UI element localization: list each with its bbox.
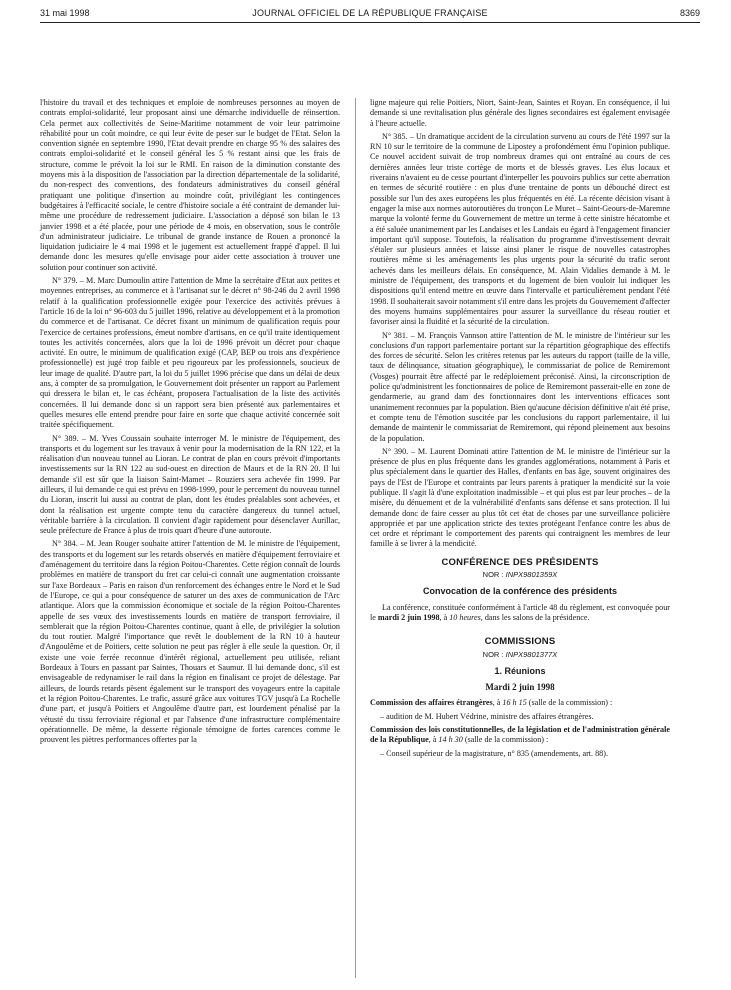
left-column (40, 98, 340, 748)
question-381: N° 381. – M. François Vannson attire l'attention de M. le ministre de l'intérieur sur les conclusions d'un rapport parlementaire portant sur la répartition géographique des effectifs des forces de sécurité. Selon les critères retenus par les auteurs du rapport (taille de la ville, taux de délinquance, situation géographique), le commissariat de police de Remiremont (Vosges) pourrait être affecté par le redéploiement préconisé. Ainsi, la circonscription de police qu'administrent les fonctionnaires de police de Remiremont passerait-elle en zone de gendarmerie, au grand dam des fonctionnaires dont les interventions efficaces sont unanimement reconnues par la population. Bien qu'aucune décision définitive n'ait été prise, et compte tenu de l'émotion suscitée par les conclusions du rapport parlementaire, il lui demande de maintenir le commissariat de Remiremont, qui répond pleinement aux besoins de la population. (370, 330, 670, 443)
page-header (40, 8, 700, 26)
section-conference (370, 558, 670, 568)
agenda-item: – audition de M. Hubert Védrine, ministre des affaires étrangères. (380, 711, 594, 721)
column-divider (355, 98, 356, 978)
question-390: N° 390. – M. Laurent Dominati attire l'attention de M. le ministre de l'intérieur sur la présence de plus en plus fréquente dans les grandes agglomérations, notamment à Paris et plus spécialement dans le quartier des Halles, d'enfants en bas âge, souvent originaires des pays de l'Est de l'Europe et contraints par leurs parents à pratiquer la mendicité sur la voie publique. Il s'agit là d'une exploitation inadmissible – et qui plus est par leur proches – de la misère, du dénuement et de la vulnérabilité d'enfants sans défense et sans protection. Il lui demande donc de faire cesser au plus tôt cet état de choses par une surveillance policière appropriée et par une application stricte des textes protégeant l'enfance contre les abus de cet ordre et réprimant le comportement des parents qui contraignent les membres de leur famille à se livrer à la mendicité. (370, 446, 670, 549)
nor-reference: NOR : INPX9801359X (482, 570, 558, 580)
right-column (370, 98, 670, 762)
meeting-day: Mardi 2 juin 1998 (485, 682, 555, 693)
commission-entry: Commission des lois constitutionnelles, de la législation et de l'administration générale de la République, à 14 h 30 (salle de la commission) : (370, 725, 670, 745)
section-subtitle: 1. Réunions (494, 665, 546, 676)
section-title: CONFÉRENCE DES PRÉSIDENTS (441, 556, 599, 568)
question-389: N° 389. – M. Yves Coussain souhaite interroger M. le ministre de l'équipement, des transports et du logement sur les travaux à venir pour la modernisation de la RN 122, et la réalisation d'un nouveau tunnel au Lioran. Le contrat de plan en cours prévoit d'importants investissements sur la RN 122 au sud-ouest en direction de Maurs et de la RN 20. Il lui demande s'il est sûr que la liaison Saint-Mamet – Rouziers sera achevée fin 1999. Par ailleurs, il lui demande ce qui est prévu en 1998-1999, pour le percement du nouveau tunnel du Lioran, inscrit lui aussi au contrat de plan, dont les études préalables sont achevées, et dont la réalisation est urgente compte tenu du caractère dangereux du tunnel actuel, véritable barrière à la circulation. Il convient d'agir rapidement pour désenclaver Aurillac, seule préfecture de France à plus de trois quart d'heure d'une autoroute. (40, 433, 340, 536)
header-date: 31 mai 1998 (40, 8, 90, 18)
nor-reference: NOR : INPX9801377X (482, 649, 558, 659)
journal-title: JOURNAL OFFICIEL DE LA RÉPUBLIQUE FRANÇAISE (252, 8, 488, 18)
section-subtitle: Convocation de la conférence des présidents (422, 586, 618, 597)
page-number: 8369 (679, 8, 700, 18)
section-title: COMMISSIONS (484, 636, 556, 648)
commission-entry: Commission des affaires étrangères, à 16 h 15 (salle de la commission) : (370, 698, 613, 708)
agenda-item: – Conseil supérieur de la magistrature, n° 835 (amendements, art. 88). (380, 748, 608, 758)
question-384-continuation: ligne majeure qui relie Poitiers, Niort, Saint-Jean, Saintes et Royan. En conséquence, il lui demande si une revitalisation plus générale des lignes secondaires est également envisagée à l'heure actuelle. (370, 98, 670, 128)
question-385: N° 385. – Un dramatique accident de la circulation survenu au cours de l'été 1997 sur la RN 10 sur le territoire de la commune de Lipostey a profondément ému l'opinion publique. Ce nouvel accident suivait de trop nombreux drames qui ont entraîné au cours de ces dernières années leur triste cortège de morts et de blessés graves. Les élus locaux et riverains n'avaient eu de cesse pourtant d'interpeller les pouvoirs publics sur cette aberration en termes de sécurité routière : en plus d'une trentaine de ponts un débouché direct est possible sur l'un des axes européens les plus fréquentés en été. La récente décision visant à engager la mise aux normes autoroutières du tronçon Le Muret – Saint-Geours-de-Maremne marque la volonté ferme du Gouvernement de mettre un terme à cette sinistre hécatombe et a été saluée unanimement par les Landaises et les Landais eu égard à l'engagement financier important qu'il suppose. Toutefois, la réalisation du programme d'investissement devrait s'étaler sur plusieurs années et laisse ainsi planer le risque de nouvelles catastrophes routières même si les aménagements les plus urgents pour la sécurité du trafic seront achevés dans les meilleurs délais. En conséquence, M. Alain Vidalies demande à M. le ministre de l'équipement, des transports et du logement de bien vouloir lui indiquer les dispositions qu'il entend mettre en œuvre dans l'intervalle et particulièrement pendant l'été 1998. Il souhaiterait savoir notamment s'il entre dans les projets du Gouvernement d'affecter des moyens humains supplémentaires pour assurer la surveillance du réseau routier et favoriser ainsi la fluidité et la sécurité de la circulation. (370, 131, 670, 327)
question-379: N° 379. – M. Marc Dumoulin attire l'attention de Mme la secrétaire d'Etat aux petites et moyennes entreprises, au commerce et à l'artisanat sur le décret n° 98-246 du 2 avril 1998 relatif à la qualification professionnelle exigée pour l'exercice des activités prévues à l'article 16 de la loi n° 96-603 du 5 juillet 1996, relative au développement et à la promotion du commerce et de l'artisanat. Ce décret fixant un minimum de qualification requis pour l'exercice de certaines professions, émeut nombre d'artisans, en ce qu'il traite identiquement toutes les activités concernées, alors que la loi de 1996 prévoit un décret pour chaque activité. En outre, le minimum de qualification exigé (CAP, BEP ou trois ans d'expérience professionnelle) est jugé trop faible et peu rigoureux par les professionnels, soucieux de leur image de qualité. D'autre part, la loi du 5 juillet 1996 précise que dans un délai de deux ans, à compter de sa promulgation, le Gouvernement doit présenter un rapport au Parlement qui dressera le bilan et, le cas échéant, proposera l'actualisation de la liste des activités concernées. Il lui demande donc si un rapport sera bien présenté aux parlementaires et quelles mesures elle entend prendre pour faire en sorte que chaque activité concernée soit traitée spécifiquement. (40, 276, 340, 430)
header-rule (40, 22, 700, 23)
paragraph-continuation: l'histoire du travail et des techniques et emploie de nombreuses personnes au moyen de contrats emploi-solidarité, leur proposant ainsi une démarche individuelle de réinsertion. Cela permet aux collectivités de Seine-Maritime notamment de voir leur patrimoine réhabilité pour un coût moindre, ce qui leur évite de peser sur le budget de l'Etat. Selon la convention signée en septembre 1990, l'Etat devait prendre en charge 95 % des salaires des contrats emploi-solidarité et le conseil général les 5 % restant ainsi que les frais de structure, comme le prévoit la loi sur le RMI. En raison de la diminution constante des moyens mis à la disposition de l'association par la direction départementale de la solidarité, du non-respect des conventions, des fondateurs administratives du conseil général pratiquant une politique d'insertion au moindre coût, privilégiant les contingences budgétaires à l'efficacité sociale, le centre d'histoire sociale a été contraint de demander lui-même une procédure de redressement judiciaire. L'association a déposé son bilan le 13 janvier 1998 et a été placée, pour une période de 4 mois, en observation, sous le contrôle d'un administrateur judiciaire. Le tribunal de grande instance de Rouen a prononcé la liquidation judiciaire le 4 mai 1998 et le jugement est actuellement frappé d'appel. Il lui demande donc les mesures qu'elle envisage pour aider cette association à trouver une solution pour continuer son activité. (40, 98, 340, 272)
question-384: N° 384. – M. Jean Rouger souhaite attirer l'attention de M. le ministre de l'équipement, des transports et du logement sur les retards observés en matière d'équipement ferroviaire et d'aménagement du territoire dans la région Poitou-Charentes. Cette région connaît de lourds problèmes en matière de transport du fret car celui-ci connaît une augmentation croissante sur l'axe Bordeaux – Paris en raison d'un renforcement des échanges entre le Nord et le Sud de l'Europe, ce qui a pour conséquence de saturer un des axes de communication de l'Arc atlantique. Alors que la commission économique et sociale de la région Poitou-Charentes appelle de ses vœux des investissements lourds en matière de transport ferroviaire, il semblerait que la région Poitou-Charentes continue, quant à elle, de privilégier la solution du tout routier. Malgré l'importance que revêt le doublement de la RN 10 à hauteur d'Angoulême et de Poitiers, cette solution ne peut pas régler à elle seule la question. Or, il existe une voie ferrée reconnue d'intérêt régional, actuellement peu utilisée, reliant Bordeaux à Tours en passant par Saintes, Thouars et Saumur. Il lui demande donc, s'il est envisageable de redynamiser le rail dans la région en finalisant ce projet de délestage. Par ailleurs, de lourds retards pèsent également sur le transport des voyageurs entre la capitale et la région Poitou-Charentes. Le trafic, assuré grâce aux voitures TGV jusqu'à La Rochelle d'une part, et jusqu'à Poitiers et Angoulême d'autre part, est lourdement pénalisé par la vétusté du tissu ferroviaire régional et par l'absence d'une infrastructure complémentaire opérationnelle. De même, la desserte régionale témoigne de fortes carences comme le prouvent les piètres performances offertes par la (40, 539, 340, 745)
convocation-text: La conférence, constituée conformément à l'article 48 du règlement, est convoquée pour le mardi 2 juin 1998, à 10 heures, dans les salons de la présidence. (370, 602, 670, 622)
section-commissions (370, 637, 670, 647)
